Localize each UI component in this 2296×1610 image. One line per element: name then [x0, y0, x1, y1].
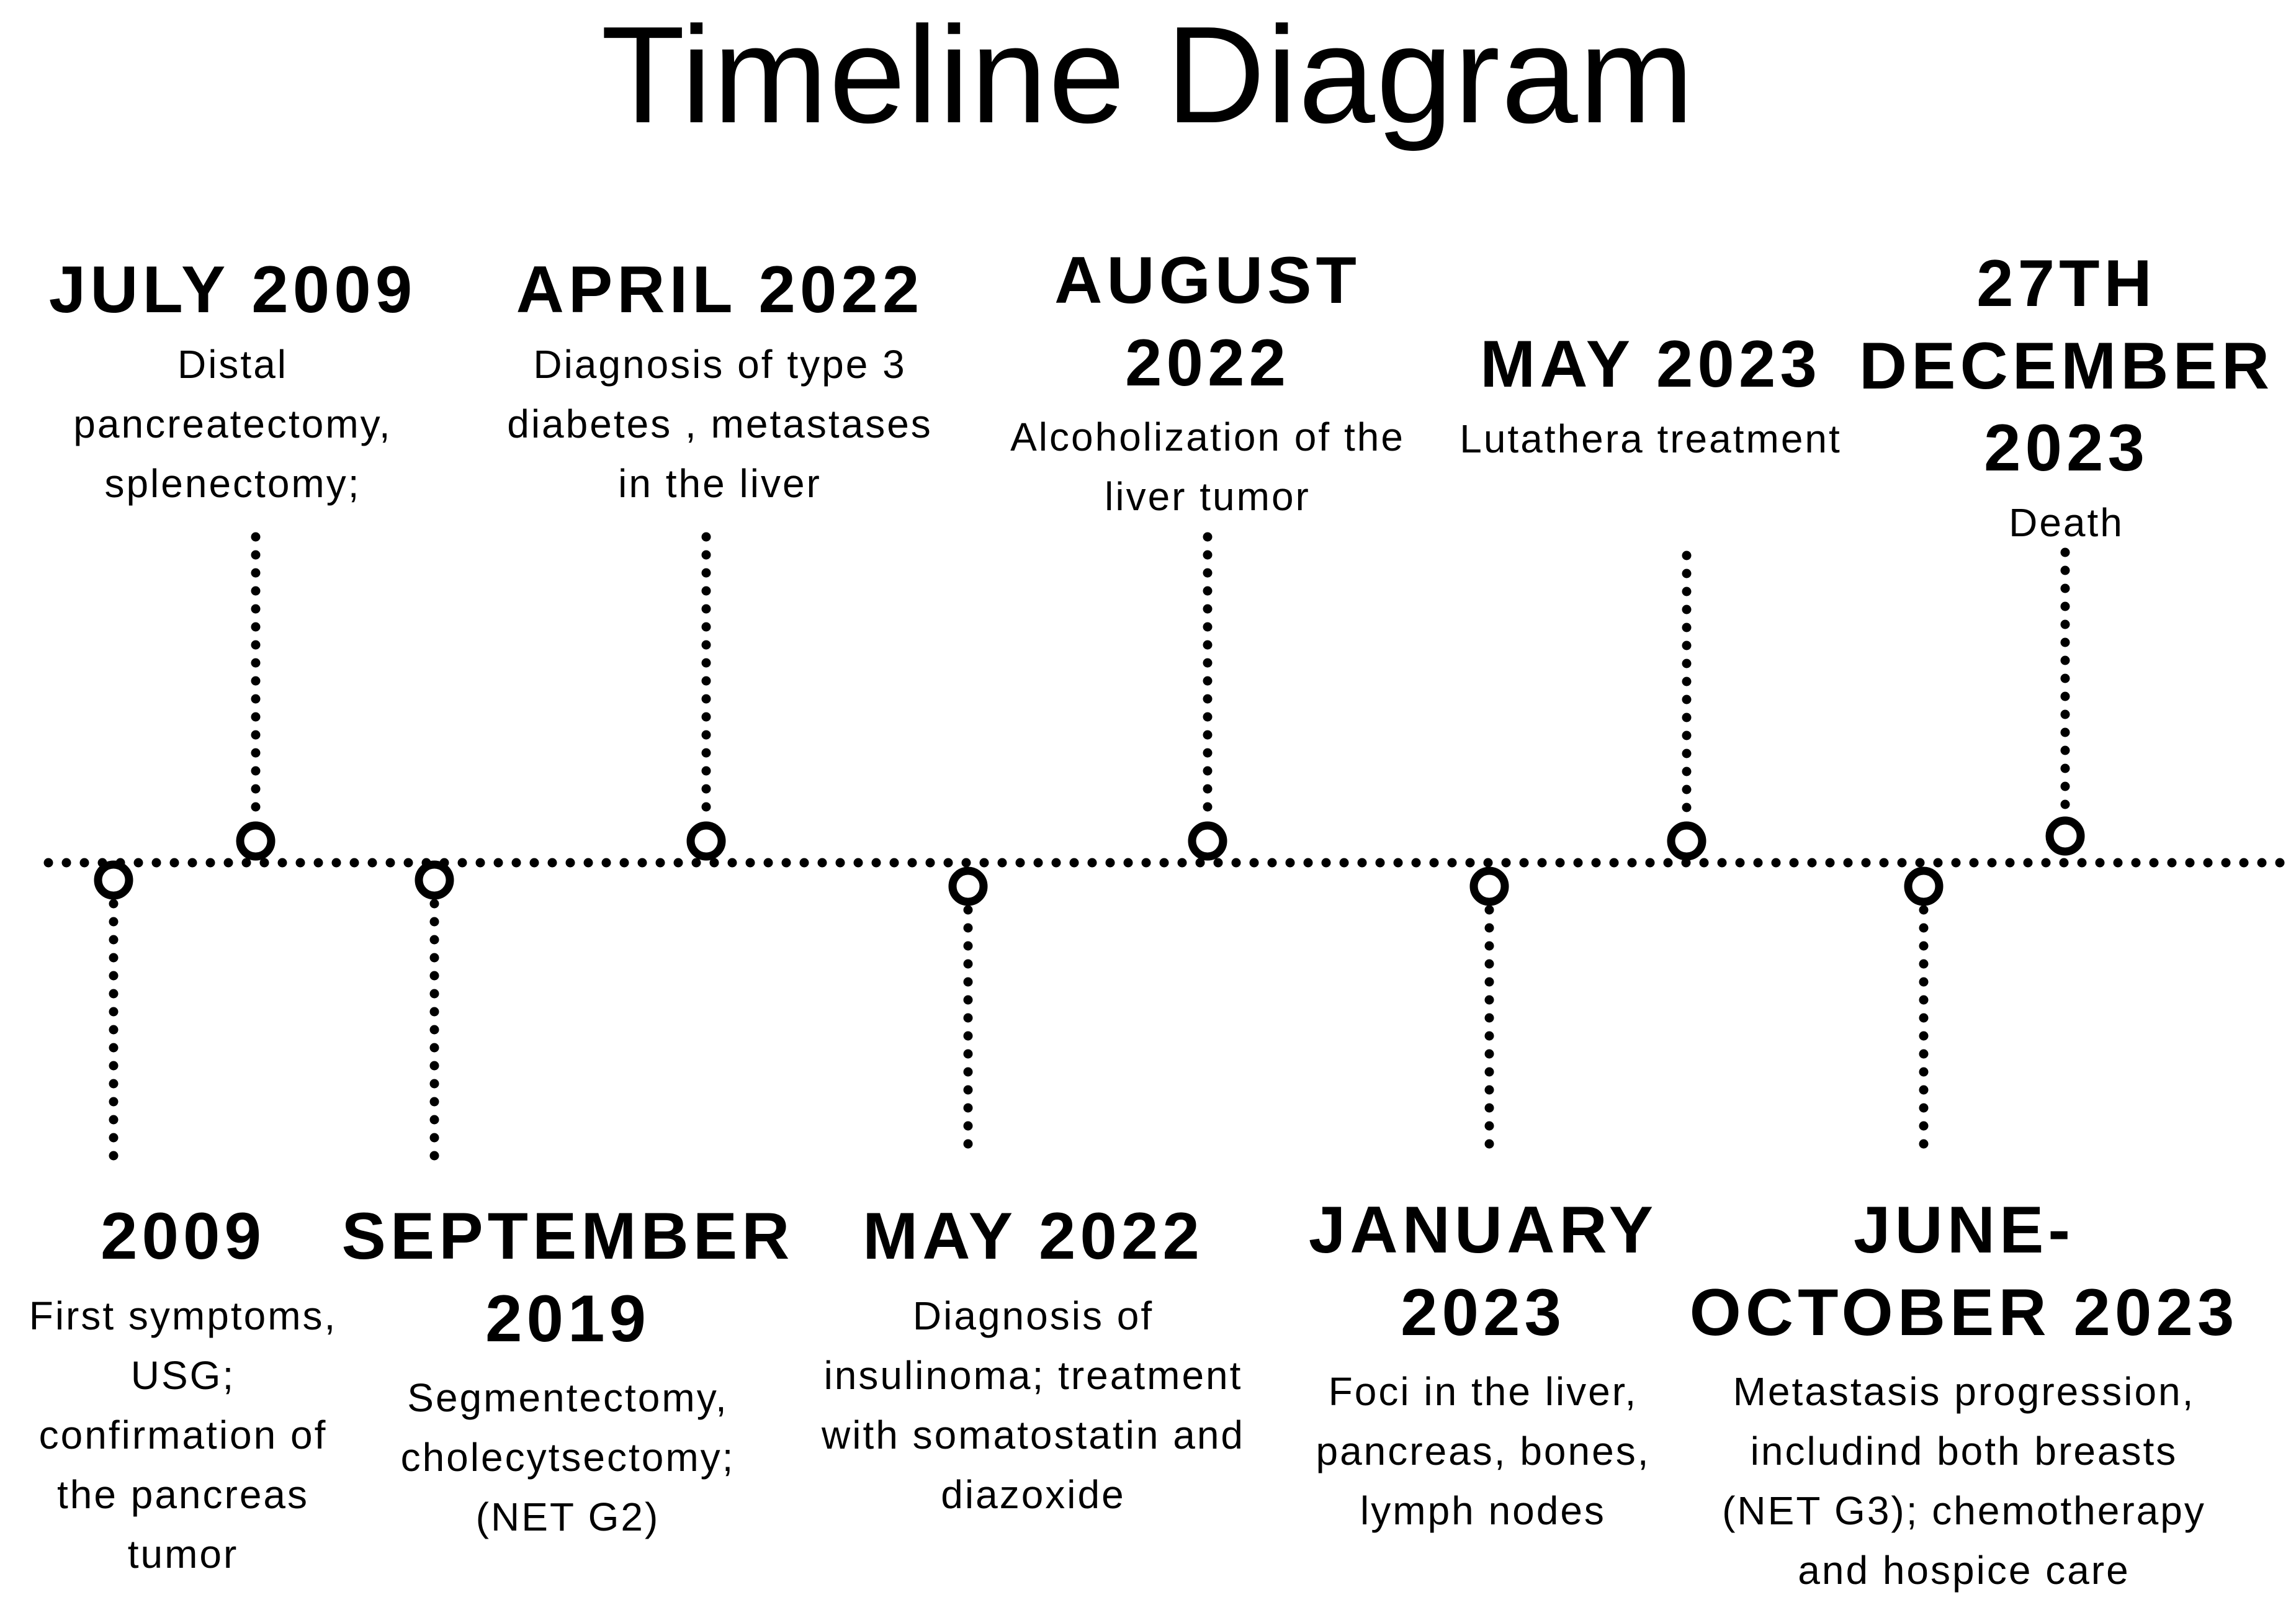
- marker-may-2023: [1671, 825, 1702, 857]
- marker-27th-december-2023: [2050, 821, 2081, 852]
- event-date-line: AUGUST: [1054, 243, 1361, 317]
- event-description-line: includind both breasts: [1750, 1429, 2178, 1474]
- event-date: [49, 248, 417, 331]
- event-description: [507, 335, 933, 513]
- event-description-line: insulinoma; treatment: [823, 1352, 1243, 1398]
- event-description: [49, 335, 417, 513]
- event-date-line: SEPTEMBER: [341, 1199, 794, 1273]
- event-date-line: APRIL 2022: [516, 252, 924, 326]
- event-description-line: splenectomy;: [104, 461, 361, 506]
- event-june-october-2023: [1690, 1189, 2239, 1600]
- event-description-line: USG;: [130, 1352, 236, 1398]
- event-description-line: tumor: [127, 1531, 239, 1576]
- event-date: [822, 1195, 1245, 1277]
- event-description-line: cholecytsectomy;: [400, 1435, 735, 1480]
- event-date-line: 27TH: [1976, 246, 2156, 320]
- event-january-2023: [1309, 1189, 1657, 1540]
- marker-january-2023: [1474, 871, 1505, 902]
- event-description-line: diabetes , metastases: [507, 401, 933, 446]
- event-description-line: Death: [2009, 500, 2124, 546]
- marker-2009: [98, 865, 129, 896]
- event-date-line: JULY 2009: [48, 252, 417, 326]
- event-date: [1460, 323, 1842, 405]
- event-date: [1010, 239, 1405, 403]
- event-description: [1460, 409, 1842, 469]
- marker-august-2022: [1192, 825, 1223, 857]
- event-date-line: 2023: [1983, 410, 2150, 485]
- event-description-line: First symptoms,: [29, 1293, 338, 1338]
- event-date-line: 2023: [1400, 1274, 1566, 1349]
- event-date-line: OCTOBER 2023: [1689, 1274, 2239, 1349]
- event-july-2009: [49, 248, 417, 513]
- event-description-line: with somatostatin and: [822, 1412, 1245, 1457]
- event-description: [1309, 1362, 1657, 1540]
- event-date: [29, 1195, 338, 1277]
- event-description: [1690, 1362, 2239, 1600]
- event-date-line: MAY 2022: [863, 1199, 1204, 1273]
- event-description-line: in the liver: [618, 461, 822, 506]
- event-description-line: pancreas, bones,: [1316, 1429, 1651, 1474]
- event-description: [29, 1286, 338, 1584]
- event-2009: [29, 1195, 338, 1584]
- event-description: [342, 1368, 794, 1547]
- event-date: [342, 1195, 794, 1359]
- event-description-line: Alcoholization of the: [1010, 415, 1405, 460]
- event-may-2023: [1460, 323, 1842, 469]
- event-description-line: and hospice care: [1798, 1548, 2130, 1593]
- event-august-2022: [1010, 239, 1405, 526]
- event-description-line: the pancreas: [56, 1472, 310, 1517]
- event-date-line: 2019: [485, 1280, 651, 1356]
- event-date-line: 2009: [100, 1199, 266, 1273]
- event-date-line: DECEMBER: [1859, 328, 2274, 403]
- event-description-line: Distal: [177, 341, 289, 387]
- event-date-line: MAY 2023: [1480, 326, 1821, 401]
- event-date-line: JUNE-: [1853, 1192, 2075, 1267]
- marker-june-october-2023: [1908, 871, 1939, 902]
- event-description: [822, 1286, 1245, 1524]
- event-april-2022: [507, 248, 933, 513]
- event-description-line: Diagnosis of type 3: [533, 341, 907, 387]
- event-date-line: 2022: [1124, 325, 1291, 400]
- marker-may-2022: [953, 871, 984, 902]
- marker-april-2022: [691, 825, 722, 857]
- event-description-line: diazoxide: [941, 1472, 1126, 1517]
- event-date: [507, 248, 933, 331]
- event-date: [1859, 242, 2274, 489]
- event-may-2022: [822, 1195, 1245, 1524]
- marker-september-2019: [419, 865, 450, 896]
- event-description-line: lymph nodes: [1360, 1488, 1606, 1534]
- event-description-line: Segmentectomy,: [407, 1375, 729, 1421]
- event-date-line: JANUARY: [1308, 1192, 1658, 1267]
- event-description-line: (NET G3); chemotherapy: [1722, 1488, 2206, 1534]
- marker-july-2009: [240, 825, 271, 857]
- diagram-title: Timeline Diagram: [601, 0, 1695, 152]
- event-date: [1690, 1189, 2239, 1353]
- event-27th-december-2023: [1859, 242, 2274, 552]
- event-september-2019: [342, 1195, 794, 1547]
- event-description-line: confirmation of: [38, 1412, 328, 1457]
- event-description-line: Lutathera treatment: [1460, 416, 1842, 461]
- event-description-line: pancreatectomy,: [73, 401, 392, 446]
- event-description-line: Foci in the liver,: [1328, 1369, 1638, 1414]
- event-description-line: (NET G2): [475, 1495, 660, 1540]
- event-description: [1010, 407, 1405, 526]
- event-description: [1859, 493, 2274, 552]
- event-description-line: Metastasis progression,: [1733, 1369, 2195, 1414]
- event-description-line: Diagnosis of: [912, 1293, 1154, 1338]
- event-description-line: liver tumor: [1105, 474, 1311, 519]
- event-date: [1309, 1189, 1657, 1353]
